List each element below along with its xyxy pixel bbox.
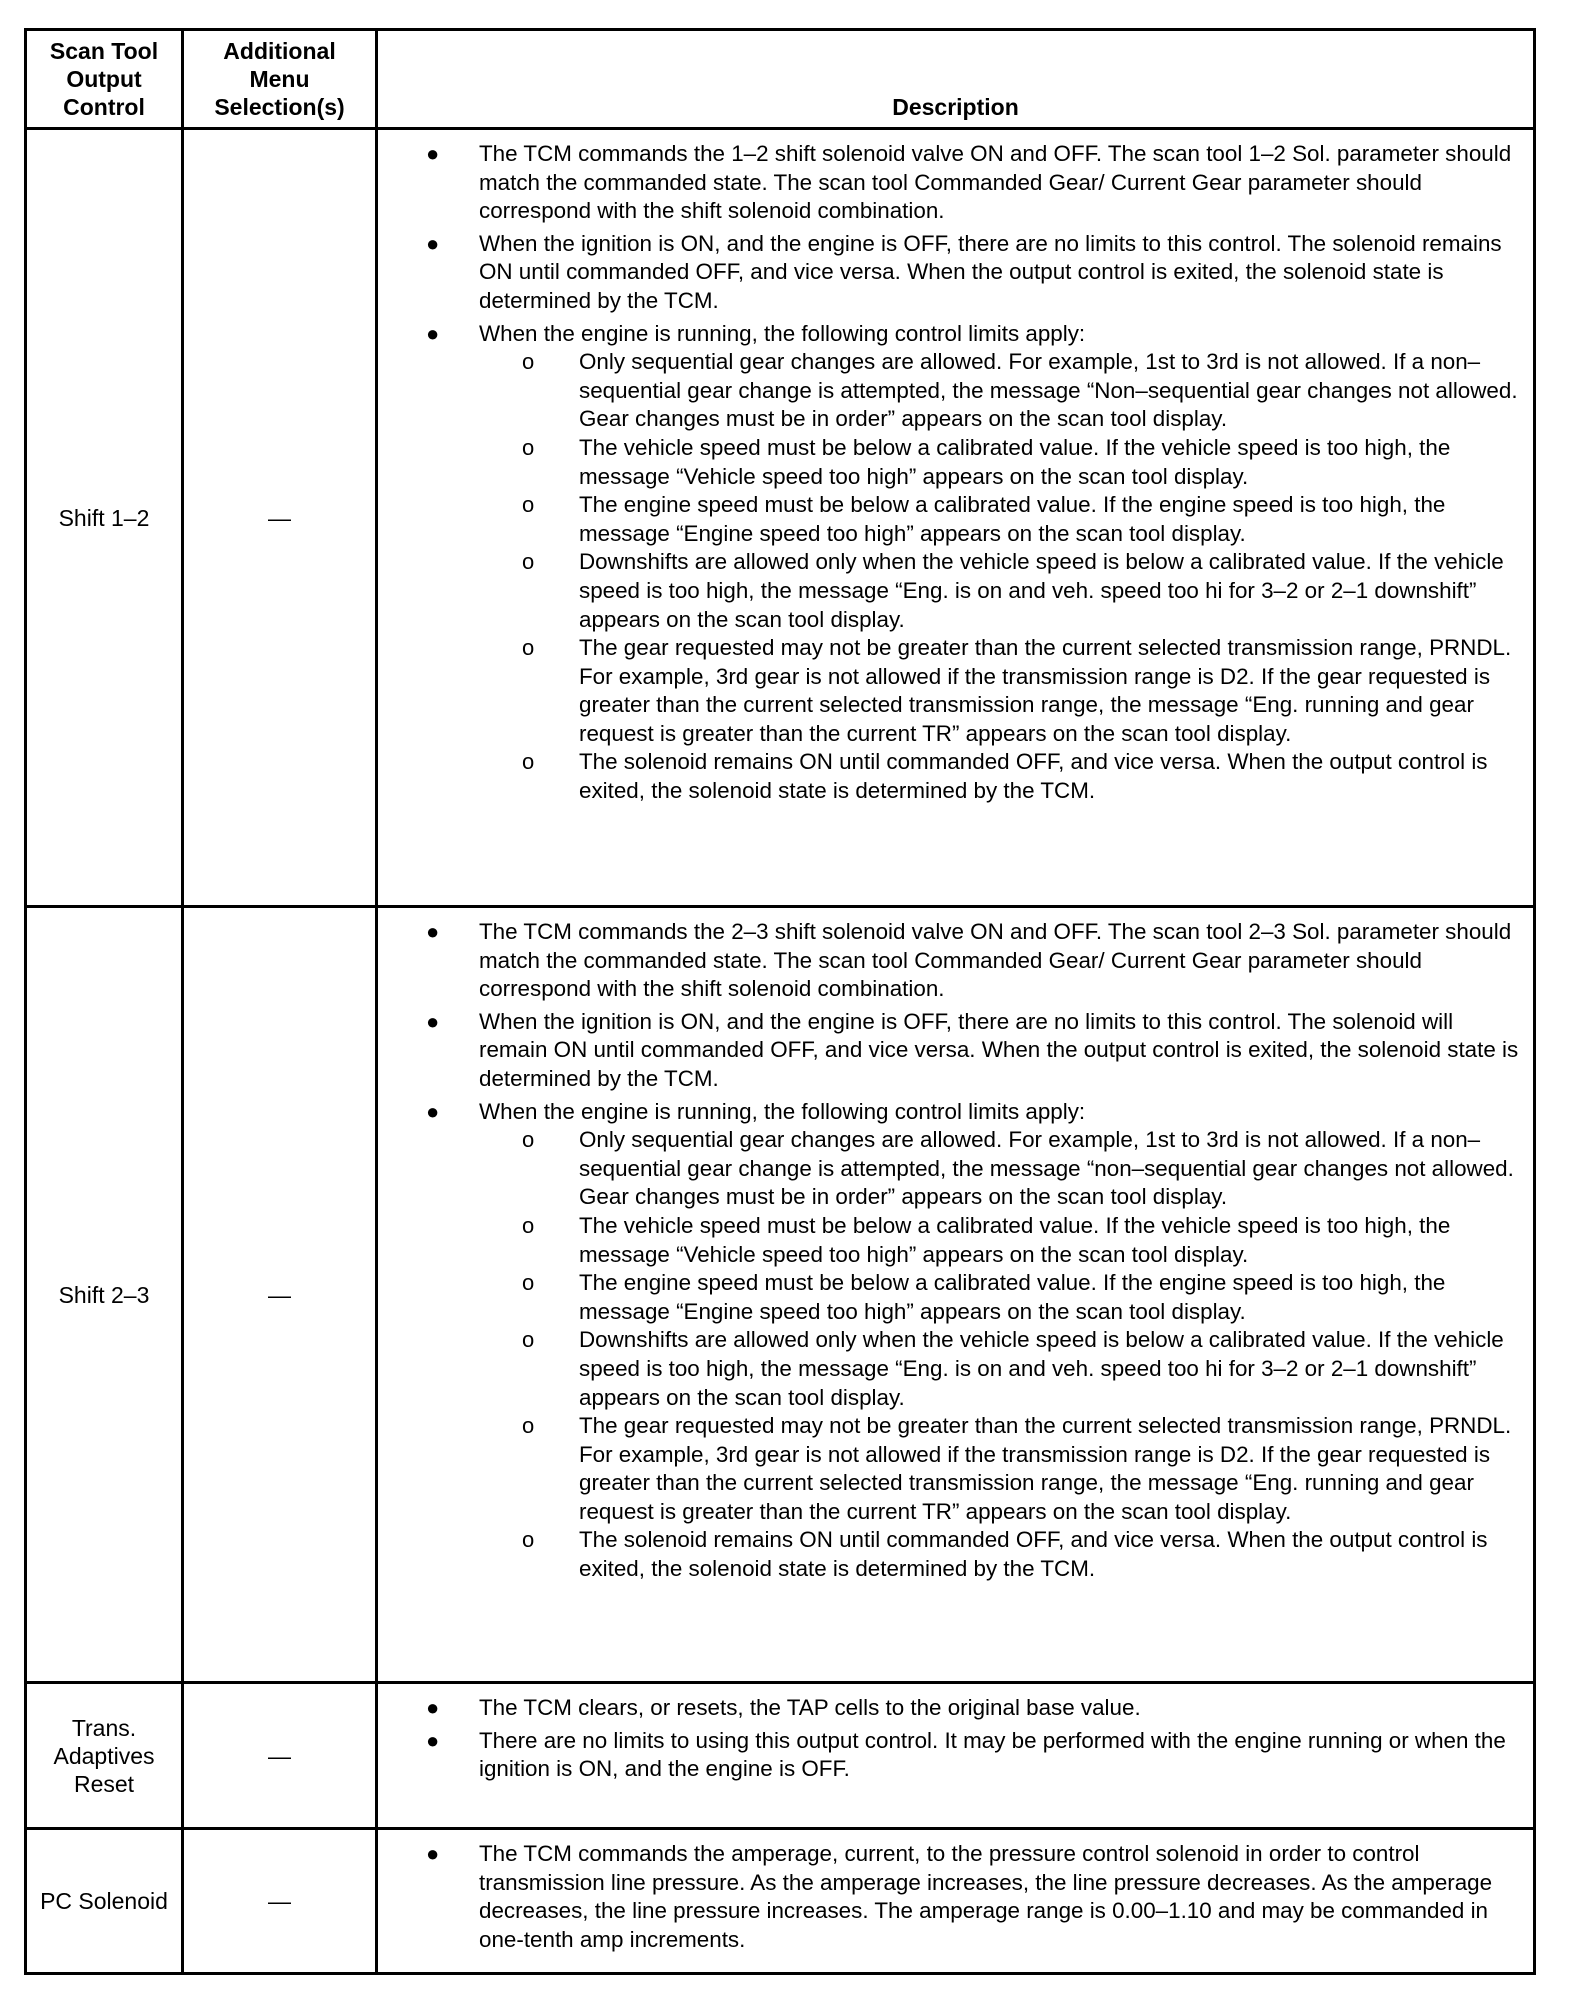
list-item: ● The TCM commands the 1–2 shift solenoid valve ON and OFF. The scan tool 1–2 Sol. parameter should match the commanded state. The scan tool Commanded Gear/ Current Gear parameter should correspond with the shift solenoid combination. bbox=[426, 141, 1512, 224]
menu-selection-cell: — bbox=[183, 1683, 377, 1829]
bullet-icon: ● bbox=[426, 230, 440, 256]
sub-list-item: o The gear requested may not be greater than the current selected transmission range, PRNDL. For example, 3rd gear is not allowed if the transmission range is D2. If the gear requested is greater than the current selected transmission range, the message “Eng. running and gear request is greater than the current TR” appears on the scan tool display. bbox=[522, 1413, 1512, 1524]
sub-bullet-list bbox=[479, 1126, 1525, 1584]
description-cell bbox=[377, 907, 1535, 1683]
bullet-icon: ● bbox=[426, 1008, 440, 1034]
header-description: Description bbox=[377, 30, 1535, 129]
sub-list-item: o Only sequential gear changes are allowed. For example, 1st to 3rd is not allowed. If a non–sequential gear change is attempted, the message “Non–sequential gear changes not allowed. Gear changes must be in order” appears on the scan tool display. bbox=[522, 349, 1518, 432]
control-cell: PC Solenoid bbox=[26, 1829, 183, 1974]
list-item: ● When the engine is running, the following control limits apply: o Only sequential gear changes are allowed. For example, 1st to 3rd is not allowed. If a non–sequential gear change is attempted, the message “non–sequential gear changes not allowed. Gear changes must be in order” appears on the scan tool display. o The vehicle speed must be below a calibrated value. If the vehicle speed is too high, the message “Vehicle speed too high” appears on the scan tool display. o The engine speed must be below a calibrated value. If the engine speed is too high, the message “Engine speed too high” appears on the scan tool display. o Downshifts are allowed only when the vehicle speed is below a calibrated value. If the vehicle speed is too high, the message “Eng. is on and veh. speed too hi for 3–2 or 2–1 downshift” appears on the scan tool display. o The gear requested may not be greater than the current selected transmission range, PRNDL. For example, 3rd gear is not allowed if the transmission range is D2. If the gear requested is greater than the current selected transmission range, the message “Eng. running and gear request is greater than the current TR” appears on the scan tool display. o The solenoid remains ON until commanded OFF, and vice versa. When the output control is exited, the solenoid state is determined by the TCM. bbox=[378, 1098, 1525, 1584]
sub-list-item: o The solenoid remains ON until commanded OFF, and vice versa. When the output control is exited, the solenoid state is determined by the TCM. bbox=[522, 1527, 1488, 1582]
sub-list-item: o Only sequential gear changes are allowed. For example, 1st to 3rd is not allowed. If a non–sequential gear change is attempted, the message “non–sequential gear changes not allowed. Gear changes must be in order” appears on the scan tool display. bbox=[522, 1127, 1514, 1210]
bullet-icon: ● bbox=[426, 141, 440, 166]
header-additional-menu-selections: Additional Menu Selection(s) bbox=[183, 30, 377, 129]
header-row bbox=[26, 30, 1535, 129]
sub-list-item: o Downshifts are allowed only when the vehicle speed is below a calibrated value. If the vehicle speed is too high, the message “Eng. is on and veh. speed too hi for 3–2 or 2–1 downshift” appears on the scan tool display. bbox=[522, 1327, 1504, 1410]
bullet-icon: ● bbox=[426, 1695, 440, 1720]
table-row-pc-solenoid bbox=[26, 1829, 1535, 1974]
menu-selection-cell: — bbox=[183, 907, 377, 1683]
description-cell bbox=[377, 1683, 1535, 1829]
bullet-list bbox=[378, 140, 1525, 806]
sub-list-item: o The gear requested may not be greater than the current selected transmission range, PRNDL. For example, 3rd gear is not allowed if the transmission range is D2. If the gear requested is greater than the current selected transmission range, the message “Eng. running and gear request is greater than the current TR” appears on the scan tool display. bbox=[522, 635, 1512, 746]
sub-list-item: o The engine speed must be below a calibrated value. If the engine speed is too high, the message “Engine speed too high” appears on the scan tool display. bbox=[522, 1270, 1446, 1324]
circle-bullet-icon: o bbox=[522, 635, 535, 661]
bullet-list bbox=[378, 1840, 1525, 1954]
bullet-icon: ● bbox=[426, 1727, 440, 1753]
control-cell: Shift 2–3 bbox=[26, 907, 183, 1683]
list-item: ● When the engine is running, the following control limits apply: o Only sequential gear changes are allowed. For example, 1st to 3rd is not allowed. If a non–sequential gear change is attempted, the message “Non–sequential gear changes not allowed. Gear changes must be in order” appears on the scan tool display. o The vehicle speed must be below a calibrated value. If the vehicle speed is too high, the message “Vehicle speed too high” appears on the scan tool display. o The engine speed must be below a calibrated value. If the engine speed is too high, the message “Engine speed too high” appears on the scan tool display. o Downshifts are allowed only when the vehicle speed is below a calibrated value. If the vehicle speed is too high, the message “Eng. is on and veh. speed too hi for 3–2 or 2–1 downshift” appears on the scan tool display. o The gear requested may not be greater than the current selected transmission range, PRNDL. For example, 3rd gear is not allowed if the transmission range is D2. If the gear requested is greater than the current selected transmission range, the message “Eng. running and gear request is greater than the current TR” appears on the scan tool display. o The solenoid remains ON until commanded OFF, and vice versa. When the output control is exited, the solenoid state is determined by the TCM. bbox=[378, 320, 1525, 806]
bullet-list bbox=[378, 918, 1525, 1584]
circle-bullet-icon: o bbox=[522, 1270, 535, 1296]
bullet-icon: ● bbox=[426, 1841, 440, 1866]
circle-bullet-icon: o bbox=[522, 1527, 535, 1553]
bullet-icon: ● bbox=[426, 320, 440, 346]
circle-bullet-icon: o bbox=[522, 349, 535, 375]
sub-list-item: o The vehicle speed must be below a calibrated value. If the vehicle speed is too high, the message “Vehicle speed too high” appears on the scan tool display. bbox=[522, 434, 1451, 489]
sub-list-item: o The vehicle speed must be below a calibrated value. If the vehicle speed is too high, the message “Vehicle speed too high” appears on the scan tool display. bbox=[522, 1212, 1451, 1267]
sub-list-item: o The solenoid remains ON until commanded OFF, and vice versa. When the output control is exited, the solenoid state is determined by the TCM. bbox=[522, 749, 1488, 804]
control-cell: Trans. Adaptives Reset bbox=[26, 1683, 183, 1829]
circle-bullet-icon: o bbox=[522, 749, 535, 775]
description-cell bbox=[377, 1829, 1535, 1974]
menu-selection-cell: — bbox=[183, 129, 377, 907]
circle-bullet-icon: o bbox=[522, 492, 535, 518]
circle-bullet-icon: o bbox=[522, 1127, 535, 1153]
bullet-icon: ● bbox=[426, 1098, 440, 1124]
header-scan-tool-output-control: Scan Tool Output Control bbox=[26, 30, 183, 129]
sub-list-item: o Downshifts are allowed only when the vehicle speed is below a calibrated value. If the vehicle speed is too high, the message “Eng. is on and veh. speed too hi for 3–2 or 2–1 downshift” appears on the scan tool display. bbox=[522, 549, 1504, 632]
list-item: ● The TCM commands the amperage, current, to the pressure control solenoid in order to control transmission line pressure. As the amperage increases, the line pressure decreases. As the amperage decreases, the line pressure increases. The amperage range is 0.00–1.10 and may be commanded in one-tenth amp increments. bbox=[426, 1841, 1493, 1952]
bullet-list bbox=[378, 1694, 1525, 1784]
list-item: ● When the ignition is ON, and the engine is OFF, there are no limits to this control. The solenoid will remain ON until commanded OFF, and vice versa. When the output control is exited, the solenoid state is determined by the TCM. bbox=[426, 1008, 1519, 1091]
menu-selection-cell: — bbox=[183, 1829, 377, 1974]
list-item: ● The TCM clears, or resets, the TAP cells to the original base value. bbox=[378, 1694, 1525, 1723]
list-item: ● There are no limits to using this output control. It may be performed with the engine running or when the ignition is ON, and the engine is OFF. bbox=[426, 1727, 1506, 1782]
control-cell: Shift 1–2 bbox=[26, 129, 183, 907]
list-item: ● When the ignition is ON, and the engine is OFF, there are no limits to this control. The solenoid remains ON until commanded OFF, and vice versa. When the output control is exited, the solenoid state is determined by the TCM. bbox=[426, 230, 1502, 313]
circle-bullet-icon: o bbox=[522, 549, 535, 575]
table-row-trans-adaptives-reset bbox=[26, 1683, 1535, 1829]
circle-bullet-icon: o bbox=[522, 1327, 535, 1353]
circle-bullet-icon: o bbox=[522, 1212, 535, 1238]
output-control-table bbox=[24, 28, 1536, 1975]
description-cell bbox=[377, 129, 1535, 907]
circle-bullet-icon: o bbox=[522, 1413, 535, 1439]
sub-bullet-list bbox=[479, 348, 1525, 806]
table-row-shift-2-3 bbox=[26, 907, 1535, 1683]
sub-list-item: o The engine speed must be below a calibrated value. If the engine speed is too high, the message “Engine speed too high” appears on the scan tool display. bbox=[522, 492, 1446, 546]
circle-bullet-icon: o bbox=[522, 434, 535, 460]
list-item: ● The TCM commands the 2–3 shift solenoid valve ON and OFF. The scan tool 2–3 Sol. parameter should match the commanded state. The scan tool Commanded Gear/ Current Gear parameter should correspond with the shift solenoid combination. bbox=[426, 919, 1512, 1002]
bullet-icon: ● bbox=[426, 919, 440, 944]
table-row-shift-1-2 bbox=[26, 129, 1535, 907]
